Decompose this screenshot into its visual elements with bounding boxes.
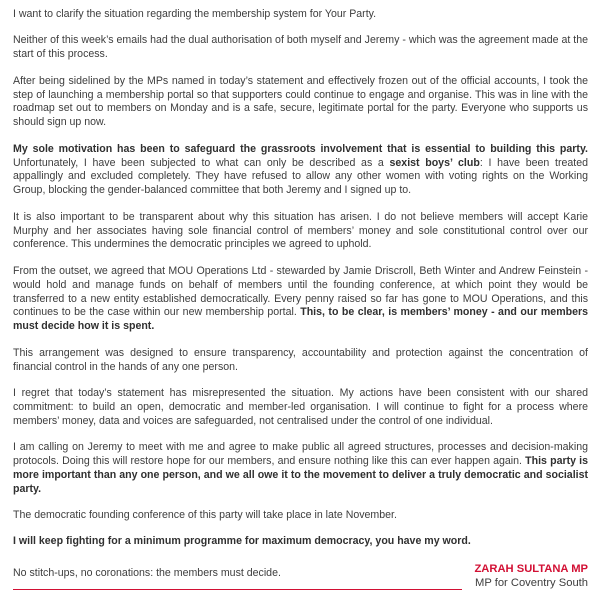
text-run: I want to clarify the situation regarding the membership system for Your Party. <box>13 8 377 20</box>
paragraph <box>13 34 588 62</box>
bold-text-run: My sole motivation has been to safeguard the grassroots involvement that is essential to building this party. <box>13 142 588 155</box>
text-run: After being sidelined by the MPs named in today’s statement and effectively frozen out of the official accounts, I took the step of launching a membership portal so that supporters could continue to engage and organise. This was in line with the roadmap set out to members on Monday and is a safe, secure, legitimate portal for the party. Everyone who supports us should sign up now. <box>13 74 588 129</box>
text-run: Neither of this week’s emails had the dual authorisation of both myself and Jeremy - which was the agreement made at the start of this process. <box>13 34 588 61</box>
paragraph <box>13 387 588 429</box>
paragraph <box>13 347 588 375</box>
paragraph <box>13 535 588 549</box>
paragraph <box>13 441 588 497</box>
text-run: It is also important to be transparent about why this situation has arisen. I do not believe members will accept Karie Murphy and her associates having sole financial control of members’ money and sole constitutional control over our conference. This undermines the democratic principles we agreed to uphold. <box>13 210 588 251</box>
statement-body <box>13 8 588 549</box>
statement-footer <box>13 562 588 591</box>
bold-text-run: I will keep fighting for a minimum programme for maximum democracy, you have my word. <box>13 535 471 548</box>
footer-rule-block <box>13 567 462 591</box>
bold-text-run: This party is more important than any one person, and we all owe it to the movement to deliver a truly democratic and socialist party. <box>13 454 588 495</box>
paragraph <box>13 75 588 131</box>
paragraph <box>13 211 588 253</box>
paragraph <box>13 8 588 22</box>
text-run: From the outset, we agreed that MOU Operations Ltd - stewarded by Jamie Driscroll, Beth Winter and Andrew Feinstein - would hold and manage funds on behalf of members until the founding conference, at which point they would be transferred to a new entity established democratically. Every penny raised so far has gone to MOU Operations, and this continues to be the case within our new membership portal. <box>13 264 588 319</box>
bold-text-run: sexist boys’ club <box>389 156 480 169</box>
paragraph <box>13 143 588 199</box>
signature-block <box>462 562 588 591</box>
text-run: I regret that today’s statement has misrepresented the situation. My actions have been consistent with our shared commitment: to build an open, democratic and member-led organisation. I will continue to fight for a process where members’ money, data and voices are safeguarded, not centralised under the control of one individual. <box>13 386 588 427</box>
text-run: Unfortunately, I have been subjected to what can only be described as a <box>13 156 390 169</box>
paragraph <box>13 265 588 334</box>
text-run: I am calling on Jeremy to meet with me and agree to make public all agreed structures, processes and decision-making protocols. Doing this will restore hope for our members, and ensure nothing like this can ever happen again. <box>13 441 588 467</box>
text-run: This arrangement was designed to ensure transparency, accountability and protection against the concentration of financial control in the hands of any one person. <box>13 346 588 373</box>
text-run: The democratic founding conference of this party will take place in late November. <box>13 509 397 521</box>
text-run: : I have been treated appallingly and excluded completely. They have refused to allow any other women with voting rights on the Working Group, blocking the gender-balanced committee that both Jeremy and I signed up to. <box>13 156 588 197</box>
signature-name: ZARAH SULTANA MP <box>474 562 588 575</box>
signature-role: MP for Coventry South <box>475 577 588 590</box>
closing-line: No stitch-ups, no coronations: the members must decide. <box>13 566 281 579</box>
paragraph <box>13 509 588 523</box>
bold-text-run: This, to be clear, is members’ money - and our members must decide how it is spent. <box>13 306 588 333</box>
